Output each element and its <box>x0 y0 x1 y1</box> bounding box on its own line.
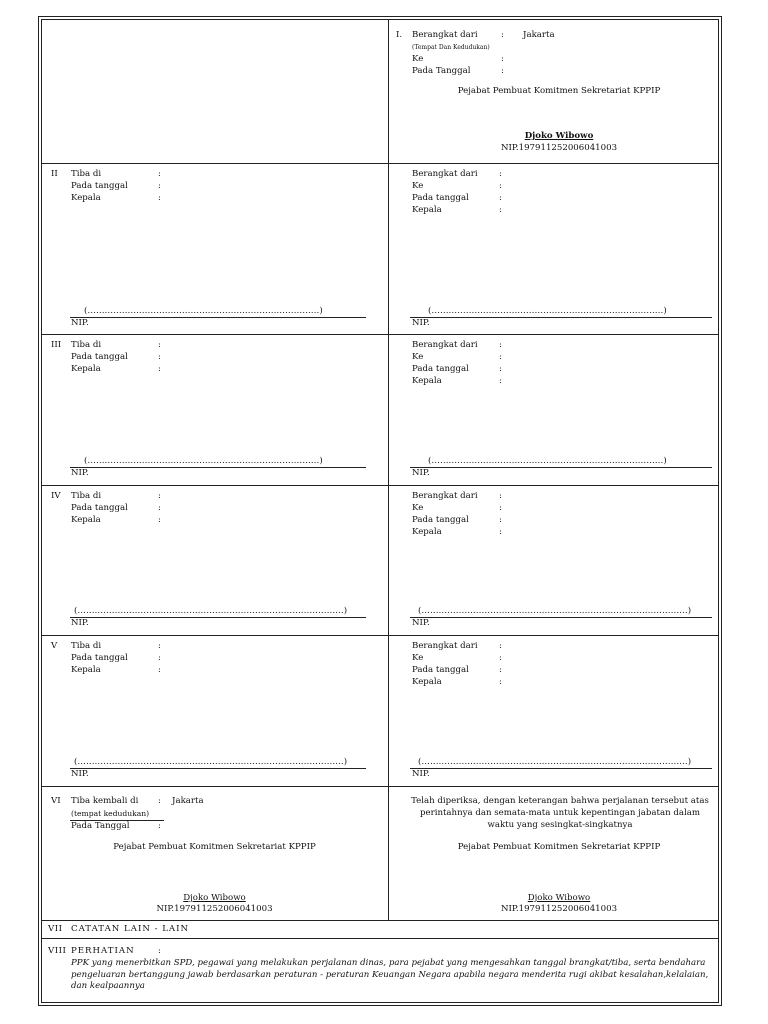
signatory-name: Djoko Wibowo <box>183 893 246 903</box>
colon: : <box>158 946 161 956</box>
kepala-label: Kepala <box>71 193 101 203</box>
row-divider <box>41 485 719 486</box>
signature-placeholder: (…………………………………………………………………………………) <box>74 757 348 767</box>
signature-placeholder: (…………………………………………………………………………………) <box>418 757 692 767</box>
kepala-label: Kepala <box>412 376 442 386</box>
signature-line <box>410 768 712 769</box>
colon: : <box>499 205 502 215</box>
nip-label: NIP. <box>412 468 430 478</box>
colon: : <box>499 376 502 386</box>
colon: : <box>158 665 161 675</box>
signature-line <box>70 467 366 468</box>
signature-line <box>410 617 712 618</box>
colon: : <box>158 364 161 374</box>
row-number: IV <box>51 491 61 501</box>
ke-label: Ke <box>412 503 424 513</box>
signature-line <box>410 467 712 468</box>
nip-label: NIP. <box>71 618 89 628</box>
tiba-kembali-value: Jakarta <box>172 796 204 806</box>
nip-label: NIP. <box>71 318 89 328</box>
colon: : <box>501 66 504 76</box>
nip-label: NIP. <box>71 769 89 779</box>
signatory-nip: NIP.197911252006041003 <box>500 904 618 914</box>
signature-placeholder: (………………………………………………………………………) <box>428 306 667 316</box>
colon: : <box>499 665 502 675</box>
official-title: Pejabat Pembuat Komitmen Sekretariat KPPIP <box>113 842 316 852</box>
pada-tanggal-label: Pada tanggal <box>71 503 128 513</box>
berangkat-label: Berangkat dari <box>412 491 478 501</box>
signature-line <box>70 768 366 769</box>
official-title: Pejabat Pembuat Komitmen Sekretariat KPPIP <box>457 842 661 852</box>
row-divider <box>41 635 719 636</box>
colon: : <box>499 515 502 525</box>
tiba-label: Tiba di <box>71 641 102 651</box>
signature-placeholder: (…………………………………………………………………………………) <box>418 606 692 616</box>
colon: : <box>158 352 161 362</box>
inner-frame <box>41 19 719 1003</box>
colon: : <box>499 340 502 350</box>
colon: : <box>499 181 502 191</box>
signatory-name-wrap <box>41 893 388 903</box>
section-number: VIII <box>48 946 67 956</box>
colon: : <box>158 653 161 663</box>
pada-tanggal-label: Pada tanggal <box>71 653 128 663</box>
verification-text: Telah diperiksa, dengan keterangan bahwa perjalanan tersebut atas perintahnya dan semata-mata untuk kepentingan jabatan dalam waktu yang sesingkat-singkatnya <box>411 796 709 830</box>
signature-placeholder: (…………………………………………………………………………………) <box>74 606 348 616</box>
colon: : <box>158 181 161 191</box>
colon: : <box>499 364 502 374</box>
colon: : <box>501 54 504 64</box>
nip-label: NIP. <box>412 318 430 328</box>
colon: : <box>158 796 161 806</box>
row-divider <box>41 163 719 164</box>
kepala-label: Kepala <box>412 205 442 215</box>
section-number: VII <box>48 924 63 934</box>
colon: : <box>158 641 161 651</box>
signature-line <box>70 317 366 318</box>
row-divider <box>41 938 719 939</box>
kepala-label: Kepala <box>412 677 442 687</box>
pada-tanggal-label: Pada Tanggal <box>71 821 130 831</box>
tiba-label: Tiba di <box>71 491 102 501</box>
colon: : <box>158 491 161 501</box>
tiba-label: Tiba di <box>71 340 102 350</box>
berangkat-label: Berangkat dari <box>412 169 478 179</box>
official-title: Pejabat Pembuat Komitmen Sekretariat KPPIP <box>457 86 661 96</box>
pada-tanggal-label: Pada tanggal <box>412 665 469 675</box>
colon: : <box>499 653 502 663</box>
kepala-label: Kepala <box>412 527 442 537</box>
ke-label: Ke <box>412 352 424 362</box>
signature-line <box>70 617 366 618</box>
pada-tanggal-label: Pada tanggal <box>412 364 469 374</box>
colon: : <box>158 515 161 525</box>
perhatian-title: PERHATIAN <box>71 946 135 956</box>
signature-placeholder: (………………………………………………………………………) <box>84 306 323 316</box>
pada-tanggal-label: Pada tanggal <box>71 352 128 362</box>
catatan-title: CATATAN LAIN - LAIN <box>71 924 190 934</box>
tempat-note: (tempat kedudukan) <box>71 809 150 818</box>
pada-tanggal-label: Pada tanggal <box>412 515 469 525</box>
berangkat-label: Berangkat dari <box>412 340 478 350</box>
pada-tanggal-label: Pada tanggal <box>71 181 128 191</box>
section-number: VI <box>51 796 61 806</box>
colon: : <box>499 641 502 651</box>
colon: : <box>499 677 502 687</box>
pada-tanggal-label: Pada Tanggal <box>412 66 471 76</box>
signatory-name: Djoko Wibowo <box>527 893 591 903</box>
tempat-note: (Tempat Dan Kedudukan) <box>412 44 490 51</box>
signature-placeholder: (………………………………………………………………………) <box>84 456 323 466</box>
pada-tanggal-label: Pada tanggal <box>412 193 469 203</box>
row-divider <box>41 786 719 787</box>
column-divider <box>388 19 389 920</box>
signature-line <box>410 317 712 318</box>
colon: : <box>158 193 161 203</box>
berangkat-label: Berangkat dari <box>412 30 478 40</box>
row-divider <box>41 920 719 921</box>
row-number: II <box>51 169 58 179</box>
row-number: III <box>51 340 62 350</box>
signatory-nip: NIP.197911252006041003 <box>500 143 618 153</box>
colon: : <box>499 352 502 362</box>
signatory-name: Djoko Wibowo <box>524 131 594 141</box>
berangkat-label: Berangkat dari <box>412 641 478 651</box>
perhatian-text: PPK yang menerbitkan SPD, pegawai yang melakukan perjalanan dinas, para pejabat yang mengesahkan tanggal brangkat/tiba, serta bendahara pengeluaran bertanggung jawab berdasarkan peraturan - peraturan Keuangan Negara apabila negara menderita rugi akibat kesalahan,kelalaian, dan kealpaannya <box>71 958 709 992</box>
ke-label: Ke <box>412 181 424 191</box>
kepala-label: Kepala <box>71 665 101 675</box>
nip-label: NIP. <box>71 468 89 478</box>
nip-label: NIP. <box>412 618 430 628</box>
signatory-nip: NIP.197911252006041003 <box>156 904 273 914</box>
kepala-label: Kepala <box>71 364 101 374</box>
signatory-name-wrap <box>389 893 729 903</box>
tiba-label: Tiba di <box>71 169 102 179</box>
colon: : <box>499 491 502 501</box>
berangkat-value: Jakarta <box>523 30 555 40</box>
signatory-name-wrap <box>389 131 729 141</box>
colon: : <box>499 527 502 537</box>
colon: : <box>501 30 504 40</box>
row-number: V <box>51 641 58 651</box>
signature-placeholder: (………………………………………………………………………) <box>428 456 667 466</box>
colon: : <box>158 169 161 179</box>
colon: : <box>158 503 161 513</box>
nip-label: NIP. <box>412 769 430 779</box>
colon: : <box>499 503 502 513</box>
ke-label: Ke <box>412 54 424 64</box>
colon: : <box>158 821 161 831</box>
ke-label: Ke <box>412 653 424 663</box>
tiba-kembali-label: Tiba kembali di <box>71 796 139 806</box>
kepala-label: Kepala <box>71 515 101 525</box>
colon: : <box>499 169 502 179</box>
colon: : <box>158 340 161 350</box>
colon: : <box>499 193 502 203</box>
row-divider <box>41 334 719 335</box>
section-number: I. <box>396 30 403 40</box>
